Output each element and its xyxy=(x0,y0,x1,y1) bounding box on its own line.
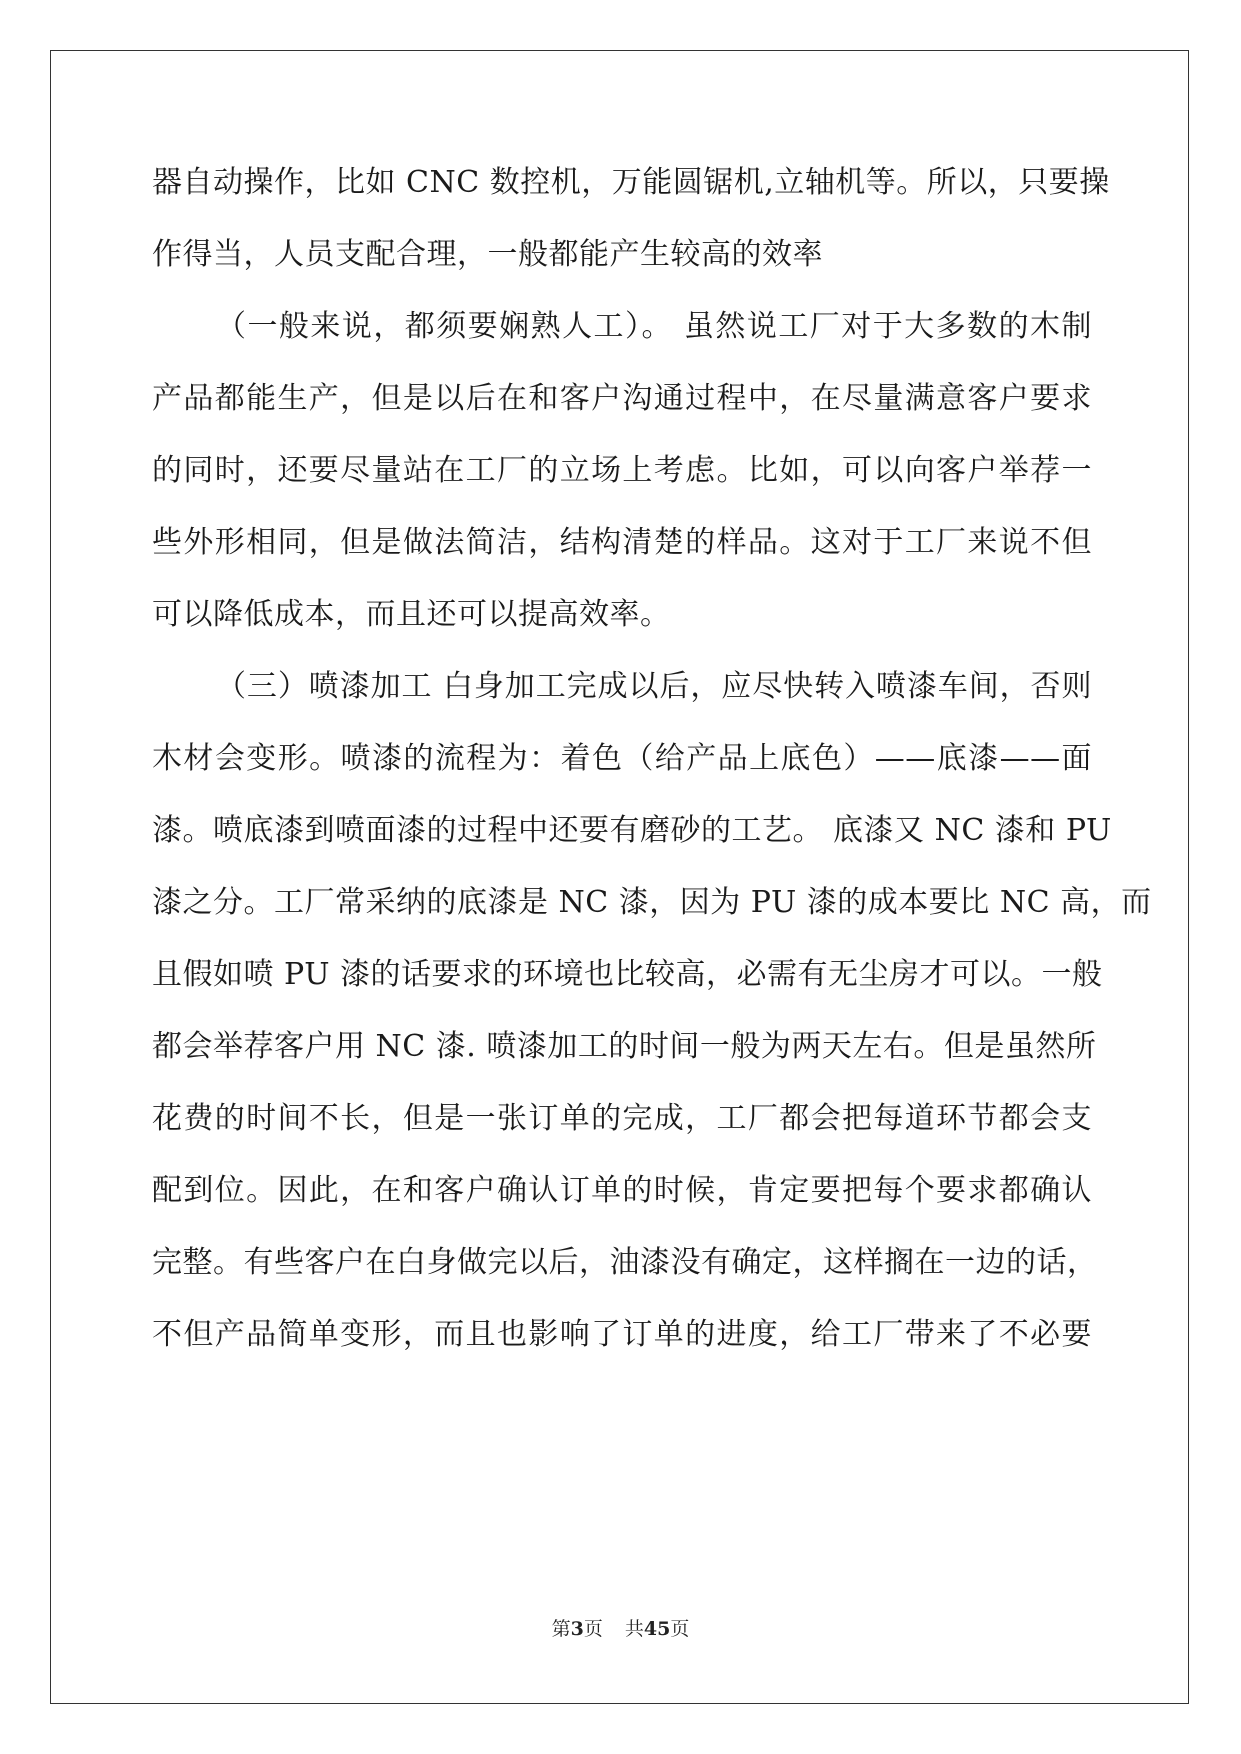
text-line: 些外形相同，但是做法简洁，结构清楚的样品。这对于工厂来说不但 xyxy=(152,525,1092,560)
text-line: 可以降低成本，而且还可以提高效率。 xyxy=(152,597,671,632)
total-pages: 45 xyxy=(643,1618,671,1640)
page-prefix: 第 xyxy=(551,1618,571,1640)
total-suffix: 页 xyxy=(670,1618,690,1640)
text-line: 完整。有些客户在白身做完以后，油漆没有确定，这样搁在一边的话， xyxy=(152,1245,1098,1280)
text-line: 作得当，人员支配合理，一般都能产生较高的效率 xyxy=(152,237,823,272)
text-line: （一般来说，都须要娴熟人工）。 虽然说工厂对于大多数的木制 xyxy=(216,309,1092,344)
text-line: 产品都能生产，但是以后在和客户沟通过程中，在尽量满意客户要求 xyxy=(152,381,1092,416)
text-line: 配到位。因此，在和客户确认订单的时候，肯定要把每个要求都确认 xyxy=(152,1173,1092,1208)
text-line: 的同时，还要尽量站在工厂的立场上考虑。比如，可以向客户举荐一 xyxy=(152,453,1092,488)
text-line: 都会举荐客户用 NC 漆. 喷漆加工的时间一般为两天左右。但是虽然所 xyxy=(152,1029,1097,1064)
text-line: 不但产品简单变形，而且也影响了订单的进度，给工厂带来了不必要 xyxy=(152,1317,1092,1352)
text-line: 花费的时间不长，但是一张订单的完成，工厂都会把每道环节都会支 xyxy=(152,1101,1092,1136)
page-border xyxy=(50,50,1189,1704)
text-line: 器自动操作，比如 CNC 数控机，万能圆锯机,立轴机等。所以，只要操 xyxy=(152,165,1110,200)
text-line: 漆。喷底漆到喷面漆的过程中还要有磨砂的工艺。 底漆又 NC 漆和 PU xyxy=(152,813,1112,848)
total-prefix: 共 xyxy=(624,1618,644,1640)
page-suffix: 页 xyxy=(583,1618,603,1640)
text-line: （三）喷漆加工 白身加工完成以后，应尽快转入喷漆车间，否则 xyxy=(216,669,1092,704)
page-number: 3 xyxy=(570,1618,584,1640)
text-line: 且假如喷 PU 漆的话要求的环境也比较高，必需有无尘房才可以。一般 xyxy=(152,957,1103,992)
text-line: 漆之分。工厂常采纳的底漆是 NC 漆，因为 PU 漆的成本要比 NC 高，而 xyxy=(152,885,1152,920)
page-footer xyxy=(0,1617,1241,1641)
text-line: 木材会变形。喷漆的流程为：着色（给产品上底色）——底漆——面 xyxy=(152,741,1092,776)
